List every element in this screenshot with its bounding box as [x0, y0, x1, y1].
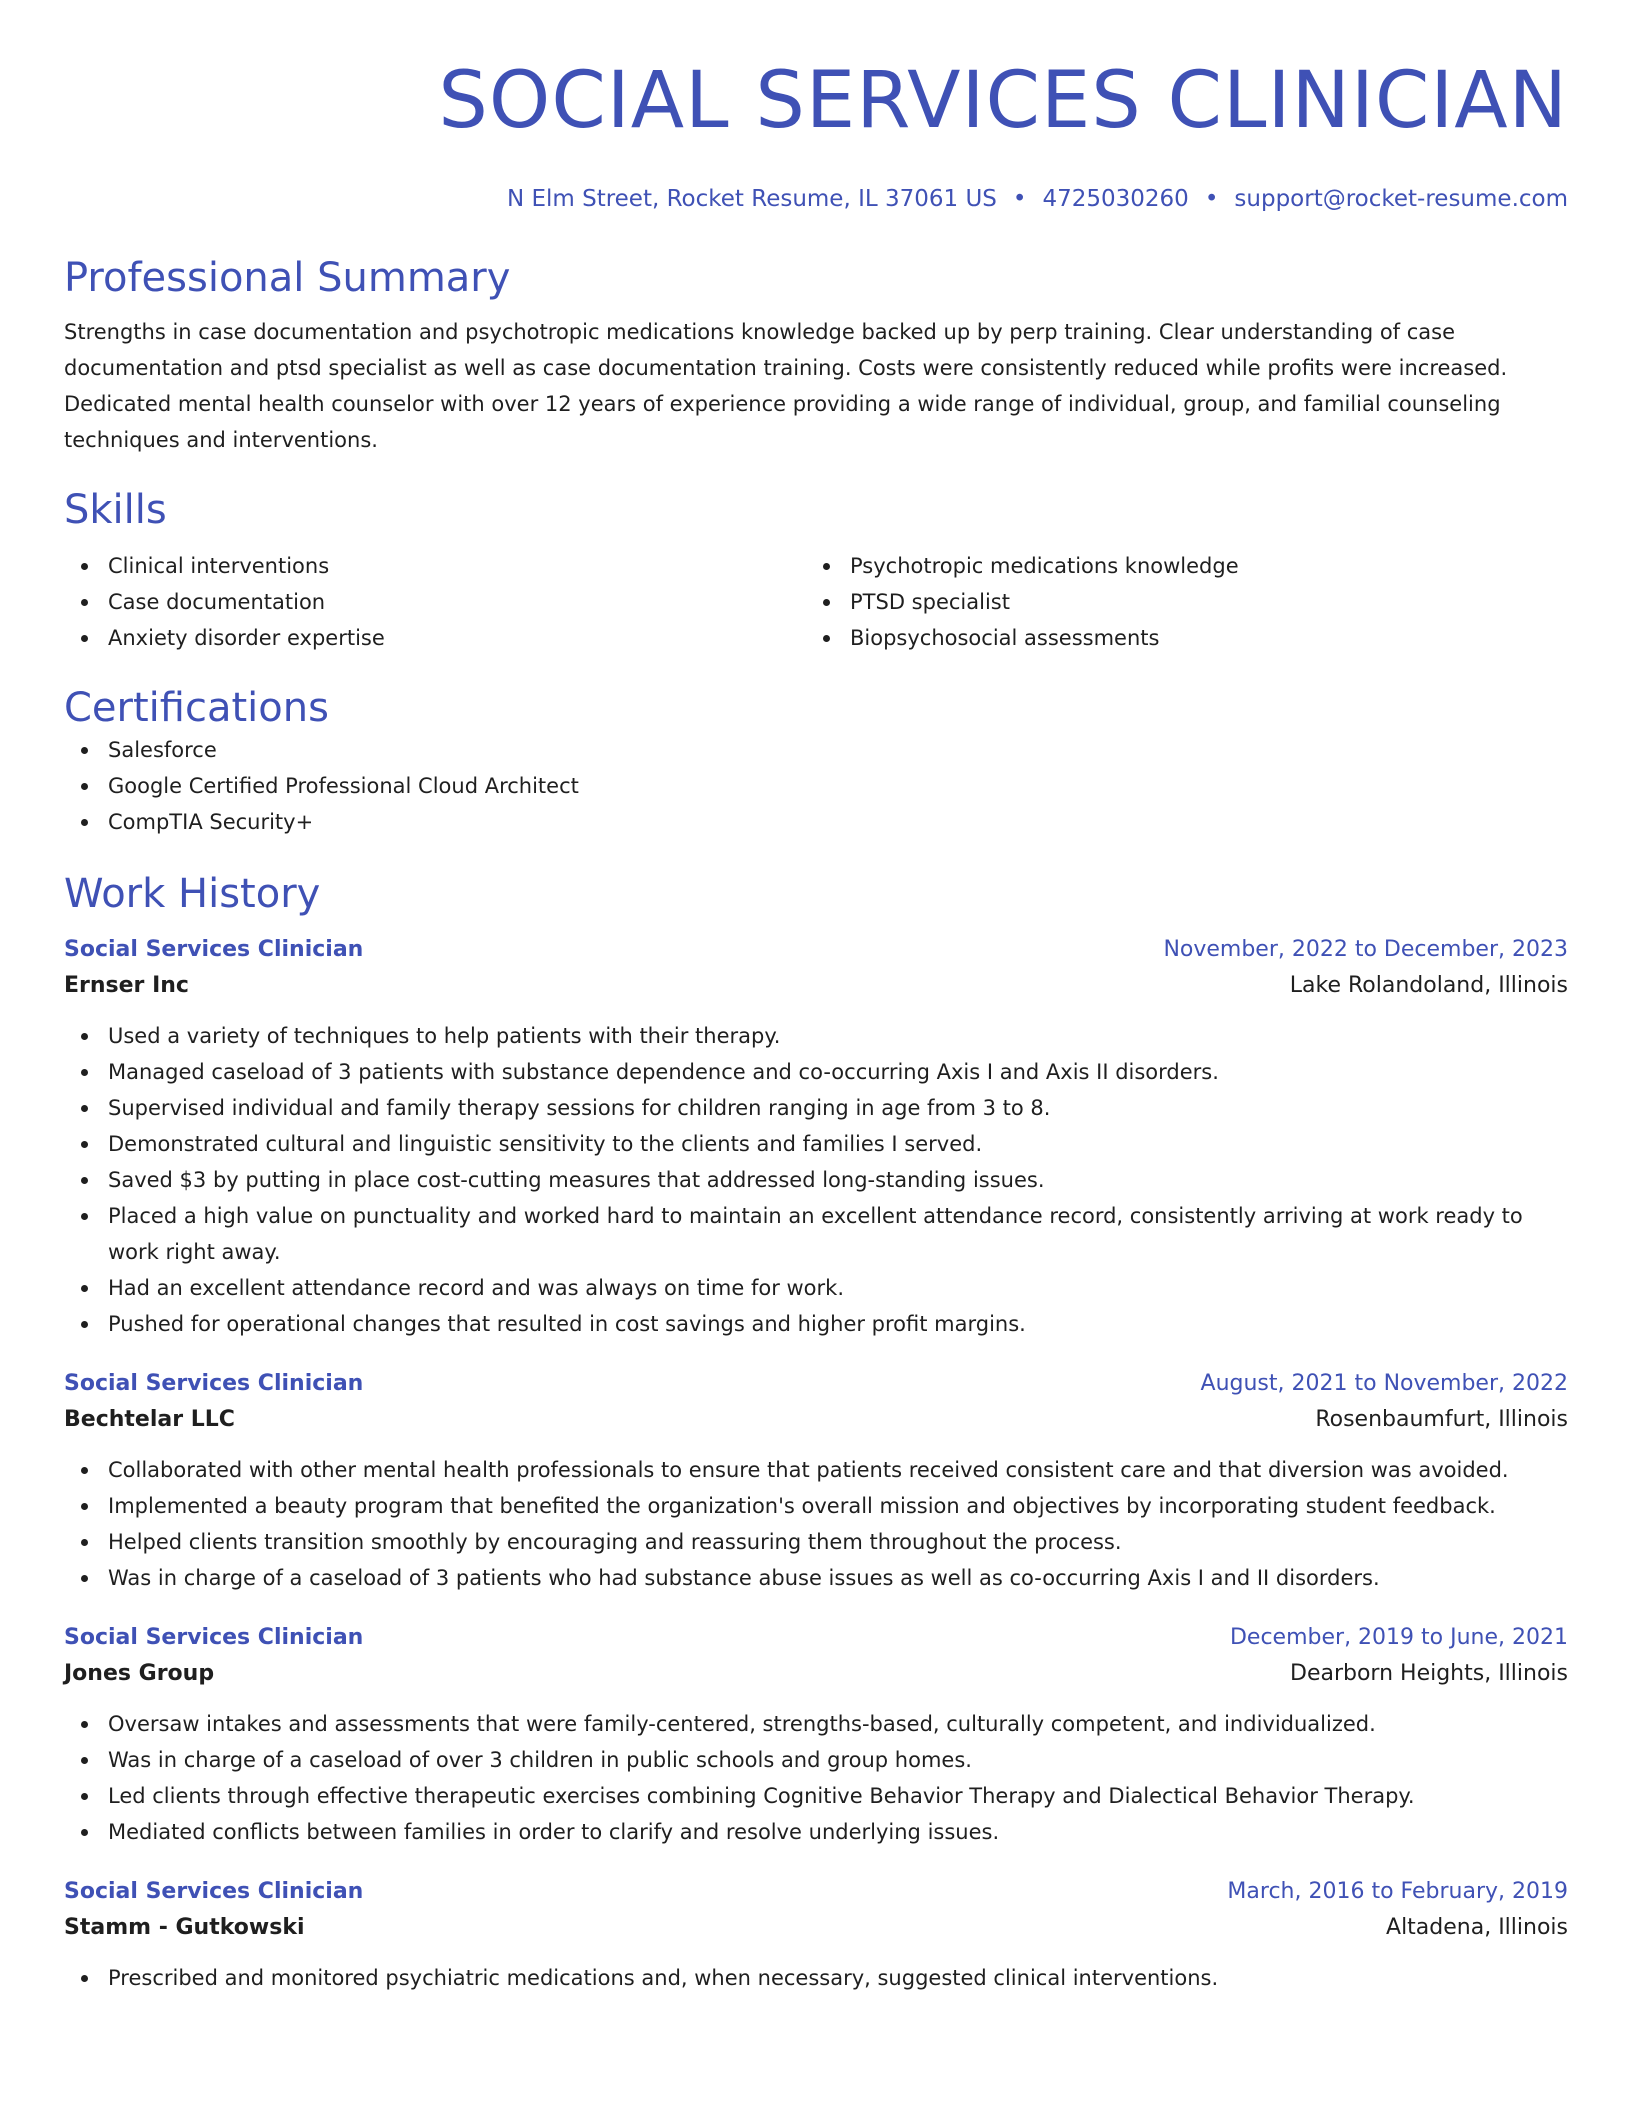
job-entry — [64, 1874, 1568, 1996]
job-company-row — [64, 1402, 1568, 1438]
job-location: Altadena, Illinois — [1386, 1915, 1568, 1940]
summary-heading: Professional Summary — [64, 255, 511, 301]
resume-page — [64, 0, 1568, 1996]
certification-item: Salesforce — [64, 732, 1568, 768]
job-dates: November, 2022 to December, 2023 — [1163, 937, 1568, 962]
job-role: Social Services Clinician — [64, 1371, 364, 1396]
certification-item: Google Certified Professional Cloud Architect — [64, 768, 1568, 804]
contact-separator: • — [1012, 186, 1027, 212]
work-history-heading: Work History — [64, 871, 321, 917]
job-duty-item: Led clients through effective therapeutic exercises combining Cognitive Behavior Therapy and Dialectical Behavior Therapy. — [64, 1778, 1568, 1814]
job-entry — [64, 1620, 1568, 1850]
certifications-list — [64, 732, 1568, 840]
job-duties-list — [64, 1706, 1568, 1850]
skill-item: PTSD specialist — [806, 584, 1548, 620]
job-duty-item: Pushed for operational changes that resulted in cost savings and higher profit margins. — [64, 1306, 1568, 1342]
job-company: Ernser Inc — [64, 973, 189, 998]
contact-separator: • — [1204, 186, 1219, 212]
job-company-row — [64, 1910, 1568, 1946]
job-duty-item: Supervised individual and family therapy sessions for children ranging in age from 3 to 8. — [64, 1090, 1568, 1126]
skill-item: Anxiety disorder expertise — [64, 620, 806, 656]
contact-address: N Elm Street, Rocket Resume, IL 37061 US — [506, 186, 997, 212]
job-duty-item: Was in charge of a caseload of 3 patients who had substance abuse issues as well as co-occurring Axis I and II disorders. — [64, 1560, 1568, 1596]
job-duties-list — [64, 1018, 1568, 1342]
candidate-name: SOCIAL SERVICES CLINICIAN — [438, 56, 1568, 146]
skill-item: Clinical interventions — [64, 548, 806, 584]
job-header-row — [64, 932, 1568, 968]
job-dates: December, 2019 to June, 2021 — [1229, 1625, 1568, 1650]
job-dates: August, 2021 to November, 2022 — [1200, 1371, 1568, 1396]
skills-heading: Skills — [64, 487, 167, 533]
job-duty-item: Managed caseload of 3 patients with substance dependence and co-occurring Axis I and Axis II disorders. — [64, 1054, 1568, 1090]
job-duty-item: Was in charge of a caseload of over 3 children in public schools and group homes. — [64, 1742, 1568, 1778]
job-header-row — [64, 1620, 1568, 1656]
job-role: Social Services Clinician — [64, 1879, 364, 1904]
job-duty-item: Implemented a beauty program that benefited the organization's overall mission and objectives by incorporating student feedback. — [64, 1488, 1568, 1524]
job-entry — [64, 1366, 1568, 1596]
skill-item: Biopsychosocial assessments — [806, 620, 1548, 656]
job-duties-list — [64, 1452, 1568, 1596]
job-header-row — [64, 1366, 1568, 1402]
job-company: Jones Group — [64, 1661, 215, 1686]
job-duty-item: Placed a high value on punctuality and worked hard to maintain an excellent attendance record, consistently arriving at work ready to work right away. — [64, 1198, 1568, 1270]
job-header-row — [64, 1874, 1568, 1910]
job-role: Social Services Clinician — [64, 937, 364, 962]
contact-phone: 4725030260 — [1042, 186, 1189, 212]
job-duty-item: Helped clients transition smoothly by encouraging and reassuring them throughout the process. — [64, 1524, 1568, 1560]
job-dates: March, 2016 to February, 2019 — [1227, 1879, 1568, 1904]
job-duty-item: Demonstrated cultural and linguistic sensitivity to the clients and families I served. — [64, 1126, 1568, 1162]
job-location: Dearborn Heights, Illinois — [1290, 1661, 1568, 1686]
skills-list-right — [806, 548, 1548, 656]
job-company-row — [64, 1656, 1568, 1692]
job-company: Bechtelar LLC — [64, 1407, 235, 1432]
certifications-heading: Certifications — [64, 685, 329, 731]
job-duty-item: Prescribed and monitored psychiatric medications and, when necessary, suggested clinical interventions. — [64, 1960, 1568, 1996]
skill-item: Case documentation — [64, 584, 806, 620]
job-company: Stamm - Gutkowski — [64, 1915, 305, 1940]
job-duty-item: Saved $3 by putting in place cost-cutting measures that addressed long-standing issues. — [64, 1162, 1568, 1198]
skills-list-left — [64, 548, 806, 656]
skill-item: Psychotropic medications knowledge — [806, 548, 1548, 584]
job-location: Lake Rolandoland, Illinois — [1289, 973, 1568, 998]
contact-line — [64, 184, 1568, 214]
skills-grid — [64, 548, 1568, 656]
job-location: Rosenbaumfurt, Illinois — [1315, 1407, 1568, 1432]
job-duty-item: Collaborated with other mental health professionals to ensure that patients received consistent care and that diversion was avoided. — [64, 1452, 1568, 1488]
summary-text: Strengths in case documentation and psychotropic medications knowledge backed up by perp training. Clear understanding of case documentation and ptsd specialist as well as case documentation training. Costs were consistently reduced while profits were increased. Dedicated mental health counselor with over 12 years of experience providing a wide range of individual, group, and familial counseling techniques and interventions. — [64, 320, 1508, 452]
job-role: Social Services Clinician — [64, 1625, 364, 1650]
job-duties-list — [64, 1960, 1568, 1996]
job-duty-item: Used a variety of techniques to help patients with their therapy. — [64, 1018, 1568, 1054]
job-duty-item: Had an excellent attendance record and was always on time for work. — [64, 1270, 1568, 1306]
job-duty-item: Mediated conflicts between families in order to clarify and resolve underlying issues. — [64, 1814, 1568, 1850]
certification-item: CompTIA Security+ — [64, 804, 1568, 840]
job-entry — [64, 932, 1568, 1342]
job-company-row — [64, 968, 1568, 1004]
job-duty-item: Oversaw intakes and assessments that were family-centered, strengths-based, culturally competent, and individualized. — [64, 1706, 1568, 1742]
contact-email[interactable]: support@rocket-resume.com — [1234, 186, 1568, 212]
